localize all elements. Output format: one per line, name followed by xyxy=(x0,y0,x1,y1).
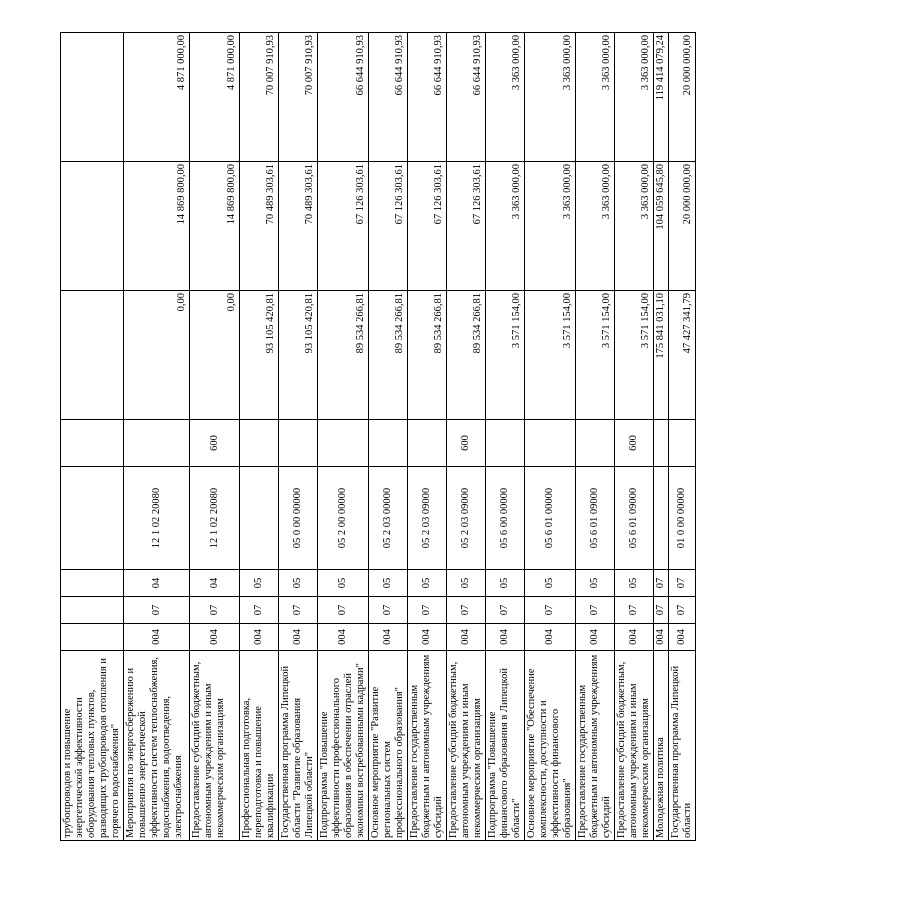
cell-sum-1: 89 534 266,81 xyxy=(318,291,369,420)
table-row xyxy=(369,33,408,841)
cell-sum-2 xyxy=(61,162,124,291)
cell-ved: 004 xyxy=(124,624,190,651)
cell-rz: 07 xyxy=(318,597,369,624)
cell-vr xyxy=(279,420,318,467)
cell-ved: 004 xyxy=(190,624,240,651)
cell-sum-3: 70 007 910,93 xyxy=(279,33,318,162)
cell-ved: 004 xyxy=(525,624,576,651)
cell-ved: 004 xyxy=(615,624,654,651)
cell-sum-2: 67 126 303,61 xyxy=(447,162,486,291)
table-row xyxy=(576,33,615,841)
cell-sum-2: 104 059 645,80 xyxy=(654,162,669,291)
cell-sum-1: 93 105 420,81 xyxy=(240,291,279,420)
cell-csr: 12 1 02 20080 xyxy=(124,467,190,570)
cell-name: Предоставление государственным бюджетным и автономным учреждениям субсидий xyxy=(576,651,615,841)
cell-sum-3: 66 644 910,93 xyxy=(447,33,486,162)
cell-rz: 07 xyxy=(369,597,408,624)
cell-sum-2: 3 363 000,00 xyxy=(615,162,654,291)
cell-name: Государственная программа Липецкой области "Развитие образования Липецкой области" xyxy=(279,651,318,841)
cell-sum-2: 3 363 000,00 xyxy=(525,162,576,291)
cell-name: Предоставление государственным бюджетным и автономным учреждениям субсидий xyxy=(408,651,447,841)
cell-rz: 07 xyxy=(408,597,447,624)
cell-rz: 07 xyxy=(279,597,318,624)
cell-rz: 07 xyxy=(124,597,190,624)
cell-csr: 05 6 00 00000 xyxy=(486,467,525,570)
cell-rz: 07 xyxy=(525,597,576,624)
cell-csr: 05 6 01 00000 xyxy=(525,467,576,570)
cell-sum-1: 0,00 xyxy=(124,291,190,420)
cell-csr: 05 2 03 00000 xyxy=(369,467,408,570)
cell-sum-1: 89 534 266,81 xyxy=(369,291,408,420)
cell-ved: 004 xyxy=(669,624,696,651)
cell-rz: 07 xyxy=(576,597,615,624)
cell-vr: 600 xyxy=(447,420,486,467)
cell-sum-1: 89 534 266,81 xyxy=(408,291,447,420)
cell-csr xyxy=(654,467,669,570)
cell-ved: 004 xyxy=(576,624,615,651)
cell-rz: 07 xyxy=(654,597,669,624)
cell-sum-2: 3 363 000,00 xyxy=(576,162,615,291)
cell-rz: 07 xyxy=(615,597,654,624)
cell-sum-1: 3 571 154,00 xyxy=(525,291,576,420)
cell-sum-3: 20 000 000,00 xyxy=(669,33,696,162)
cell-sum-3: 3 363 000,00 xyxy=(576,33,615,162)
cell-ved xyxy=(61,624,124,651)
cell-csr: 05 6 01 09000 xyxy=(615,467,654,570)
cell-vr xyxy=(525,420,576,467)
cell-ved: 004 xyxy=(279,624,318,651)
cell-vr xyxy=(240,420,279,467)
cell-sum-1: 0,00 xyxy=(190,291,240,420)
table-row xyxy=(124,33,190,841)
cell-pr: 04 xyxy=(190,570,240,597)
cell-sum-1: 47 427 341,79 xyxy=(669,291,696,420)
cell-name: Подпрограмма "Повышение финансового образования в Липецкой области" xyxy=(486,651,525,841)
cell-sum-3: 66 644 910,93 xyxy=(369,33,408,162)
table-body xyxy=(61,33,696,841)
cell-name: Предоставление субсидий бюджетным, автономным учреждениям и иным некоммерческим организациям xyxy=(190,651,240,841)
cell-pr: 05 xyxy=(615,570,654,597)
cell-sum-2: 70 489 303,61 xyxy=(240,162,279,291)
cell-csr: 05 2 03 09000 xyxy=(408,467,447,570)
cell-csr: 12 1 02 20080 xyxy=(190,467,240,570)
cell-pr: 05 xyxy=(240,570,279,597)
cell-csr: 05 2 00 00000 xyxy=(318,467,369,570)
cell-sum-3: 66 644 910,93 xyxy=(318,33,369,162)
cell-rz: 07 xyxy=(669,597,696,624)
cell-pr: 05 xyxy=(576,570,615,597)
cell-sum-2: 3 363 000,00 xyxy=(486,162,525,291)
cell-name: Основное мероприятие "Обеспечение комплексности, доступности и эффективности финансового образования" xyxy=(525,651,576,841)
cell-csr xyxy=(240,467,279,570)
cell-csr: 01 0 00 00000 xyxy=(669,467,696,570)
cell-sum-3: 70 007 910,93 xyxy=(240,33,279,162)
cell-name: Мероприятия по энергосбережению и повышению энергетической эффективности систем теплоснабжения, водоснабжения, водоотведения, электроснабжения xyxy=(124,651,190,841)
cell-vr xyxy=(669,420,696,467)
cell-ved: 004 xyxy=(240,624,279,651)
cell-sum-2: 70 489 303,61 xyxy=(279,162,318,291)
cell-pr: 05 xyxy=(525,570,576,597)
cell-sum-3: 4 871 000,00 xyxy=(190,33,240,162)
cell-vr xyxy=(654,420,669,467)
cell-name: Предоставление субсидий бюджетным, автономным учреждениям и иным некоммерческим организациям xyxy=(447,651,486,841)
cell-rz: 07 xyxy=(486,597,525,624)
table-row xyxy=(447,33,486,841)
cell-vr xyxy=(369,420,408,467)
cell-ved: 004 xyxy=(654,624,669,651)
cell-sum-2: 20 000 000,00 xyxy=(669,162,696,291)
table-row xyxy=(654,33,669,841)
table-row xyxy=(240,33,279,841)
cell-sum-2: 67 126 303,61 xyxy=(318,162,369,291)
cell-ved: 004 xyxy=(369,624,408,651)
cell-vr: 600 xyxy=(615,420,654,467)
cell-sum-1: 3 571 154,00 xyxy=(576,291,615,420)
cell-ved: 004 xyxy=(447,624,486,651)
cell-sum-3: 119 414 079,24 xyxy=(654,33,669,162)
cell-sum-3 xyxy=(61,33,124,162)
table-row xyxy=(486,33,525,841)
cell-ved: 004 xyxy=(408,624,447,651)
table-row xyxy=(279,33,318,841)
cell-name: Предоставление субсидий бюджетным, автономным учреждениям и иным некоммерческим организациям xyxy=(615,651,654,841)
cell-sum-2: 14 869 800,00 xyxy=(190,162,240,291)
cell-name: Подпрограмма "Повышение эффективности профессионального образования в обеспечении отраслей экономики востребованными кадрами" xyxy=(318,651,369,841)
cell-csr: 05 2 03 09000 xyxy=(447,467,486,570)
cell-rz xyxy=(61,597,124,624)
table-row xyxy=(525,33,576,841)
cell-sum-2: 67 126 303,61 xyxy=(408,162,447,291)
cell-pr: 04 xyxy=(124,570,190,597)
cell-vr xyxy=(61,420,124,467)
cell-name: трубопроводов и повышение энергетической эффективности оборудования тепловых пунктов, разводящих трубопроводов отопления и горячего водоснабжения" xyxy=(61,651,124,841)
table-row xyxy=(190,33,240,841)
cell-sum-2: 14 869 800,00 xyxy=(124,162,190,291)
cell-sum-1: 93 105 420,81 xyxy=(279,291,318,420)
cell-name: Профессиональная подготовка, переподготовка и повышение квалификации xyxy=(240,651,279,841)
cell-name: Государственная программа Липецкой области xyxy=(669,651,696,841)
cell-pr: 05 xyxy=(369,570,408,597)
cell-csr: 05 0 00 00000 xyxy=(279,467,318,570)
cell-sum-1: 3 571 154,00 xyxy=(615,291,654,420)
cell-sum-2: 67 126 303,61 xyxy=(369,162,408,291)
cell-pr: 07 xyxy=(654,570,669,597)
cell-rz: 07 xyxy=(190,597,240,624)
cell-sum-1: 89 534 266,81 xyxy=(447,291,486,420)
cell-sum-3: 66 644 910,93 xyxy=(408,33,447,162)
table-row xyxy=(318,33,369,841)
cell-csr: 05 6 01 09000 xyxy=(576,467,615,570)
cell-sum-3: 4 871 000,00 xyxy=(124,33,190,162)
cell-pr: 05 xyxy=(408,570,447,597)
cell-vr xyxy=(486,420,525,467)
table-row xyxy=(61,33,124,841)
cell-rz: 07 xyxy=(447,597,486,624)
budget-table xyxy=(60,32,696,841)
cell-rz: 07 xyxy=(240,597,279,624)
table-row xyxy=(408,33,447,841)
cell-csr xyxy=(61,467,124,570)
cell-ved: 004 xyxy=(318,624,369,651)
cell-pr: 07 xyxy=(669,570,696,597)
cell-vr xyxy=(576,420,615,467)
rotated-budget-table xyxy=(60,33,693,841)
cell-sum-3: 3 363 000,00 xyxy=(615,33,654,162)
cell-pr xyxy=(61,570,124,597)
cell-pr: 05 xyxy=(447,570,486,597)
cell-sum-1: 175 841 031,10 xyxy=(654,291,669,420)
cell-ved: 004 xyxy=(486,624,525,651)
cell-pr: 05 xyxy=(486,570,525,597)
cell-sum-1: 3 571 154,00 xyxy=(486,291,525,420)
table-row xyxy=(669,33,696,841)
cell-sum-3: 3 363 000,00 xyxy=(486,33,525,162)
table-row xyxy=(615,33,654,841)
cell-vr: 600 xyxy=(190,420,240,467)
cell-pr: 05 xyxy=(318,570,369,597)
cell-vr xyxy=(124,420,190,467)
cell-vr xyxy=(318,420,369,467)
cell-sum-3: 3 363 000,00 xyxy=(525,33,576,162)
cell-pr: 05 xyxy=(279,570,318,597)
cell-name: Молодежная политика xyxy=(654,651,669,841)
cell-sum-1 xyxy=(61,291,124,420)
cell-name: Основное мероприятие "Развитие региональных систем профессионального образования" xyxy=(369,651,408,841)
cell-vr xyxy=(408,420,447,467)
